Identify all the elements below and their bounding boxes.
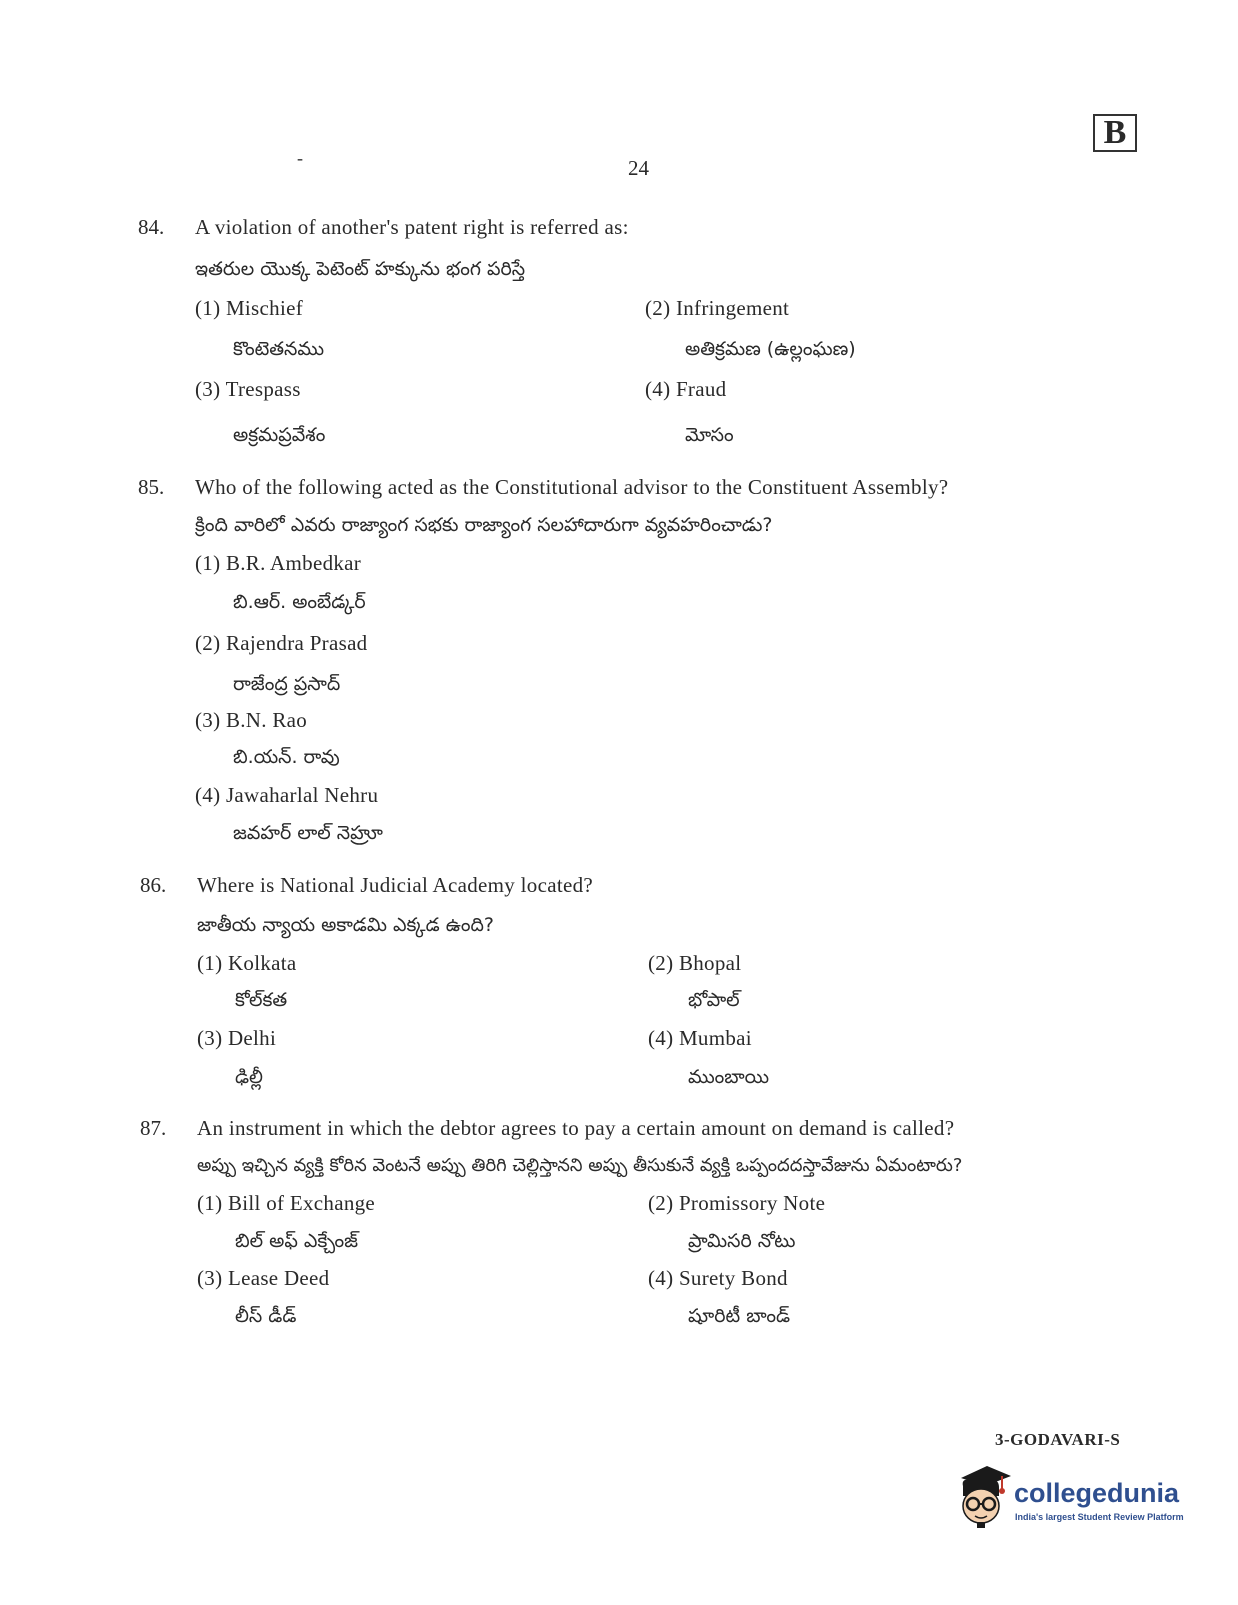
option-3-telugu: అక్రమప్రవేశం	[233, 424, 326, 446]
question-text-english: Where is National Judicial Academy located?	[197, 873, 593, 897]
option-label: (1)	[195, 296, 221, 320]
option-english: Surety Bond	[678, 1266, 788, 1290]
option-4-telugu: మోసం	[685, 424, 734, 446]
header-dash: -	[297, 148, 303, 168]
option-label: (3)	[197, 1266, 223, 1290]
option-2-telugu: రాజేంద్ర ప్రసాద్	[233, 673, 341, 695]
option-2	[648, 1191, 825, 1216]
set-letter: B	[1103, 114, 1127, 151]
page-number: 24	[628, 156, 649, 180]
option-label: (4)	[648, 1266, 674, 1290]
option-3	[195, 708, 307, 733]
option-english: Delhi	[227, 1026, 277, 1050]
option-english: Infringement	[675, 296, 790, 320]
option-1-telugu: బిల్ అఫ్ ఎక్చేంజ్	[235, 1230, 359, 1252]
option-label: (3)	[195, 708, 221, 732]
option-1	[197, 951, 297, 976]
question-text-english: A violation of another's patent right is referred as:	[195, 215, 629, 239]
option-3	[197, 1266, 329, 1291]
question-number: 87.	[140, 1116, 167, 1140]
option-english: Bhopal	[678, 951, 742, 975]
option-4-telugu: జవహర్ లాల్ నెహ్రూ	[233, 822, 383, 844]
option-english: Promissory Note	[678, 1191, 826, 1215]
question-text-telugu: ఇతరుల యొక్క పెటెంట్ హక్కును భంగ పరిస్తే	[195, 258, 526, 280]
option-4	[195, 783, 378, 808]
option-3-telugu: లీస్ డీడ్	[235, 1305, 297, 1327]
option-4	[648, 1266, 788, 1291]
question-text-telugu: జాతీయ న్యాయ అకాడమి ఎక్కడ ఉంది?	[197, 914, 494, 936]
option-1	[195, 551, 361, 576]
option-label: (2)	[645, 296, 671, 320]
option-english: B.N. Rao	[225, 708, 308, 732]
option-english: Mumbai	[678, 1026, 752, 1050]
option-2	[648, 951, 741, 976]
option-label: (4)	[648, 1026, 674, 1050]
option-1	[195, 296, 303, 321]
option-label: (1)	[195, 551, 221, 575]
option-3-telugu: బి.యన్. రావు	[233, 746, 340, 768]
question-text-telugu: అప్పు ఇచ్చిన వ్యక్తి కోరిన వెంటనే అప్పు తిరిగి చెల్లిస్తానని అప్పు తీసుకునే వ్యక్తి ఒప్పందదస్తావేజును ఏమంటారు?	[197, 1155, 963, 1176]
collegedunia-mascot-icon	[957, 1464, 1013, 1530]
option-english: Lease Deed	[227, 1266, 330, 1290]
option-4	[648, 1026, 752, 1051]
question-text-english: An instrument in which the debtor agrees to pay a certain amount on demand is called?	[197, 1116, 955, 1140]
question-text-telugu: క్రింది వారిలో ఎవరు రాజ్యాంగ సభకు రాజ్యాంగ సలహాదారుగా వ్యవహరించాడు?	[195, 514, 773, 536]
option-label: (1)	[197, 951, 223, 975]
option-1-telugu: కోల్‌కత	[235, 989, 288, 1011]
option-2-telugu: భోపాల్	[688, 989, 740, 1011]
option-4	[645, 377, 726, 402]
option-2-telugu: అతిక్రమణ (ఉల్లంఘణ)	[685, 338, 856, 360]
option-4-telugu: షూరిటీ బాండ్	[688, 1305, 791, 1327]
question-number: 84.	[138, 215, 165, 239]
option-english: Kolkata	[227, 951, 297, 975]
collegedunia-logo-text: collegedunia	[1014, 1478, 1180, 1508]
question-number: 85.	[138, 475, 165, 499]
option-english: Jawaharlal Nehru	[225, 783, 379, 807]
option-label: (2)	[648, 951, 674, 975]
option-1-telugu: కొంటెతనము	[233, 338, 325, 360]
option-label: (3)	[195, 377, 221, 401]
option-label: (3)	[197, 1026, 223, 1050]
option-3-telugu: ఢిల్లీ	[235, 1066, 263, 1088]
collegedunia-logo-tagline: India's largest Student Review Platform	[1015, 1512, 1184, 1522]
option-label: (2)	[195, 631, 221, 655]
option-english: Bill of Exchange	[227, 1191, 376, 1215]
option-2	[645, 296, 789, 321]
option-3	[197, 1026, 276, 1051]
question-set-badge	[1093, 114, 1137, 152]
booklet-code: 3-GODAVARI-S	[995, 1430, 1121, 1449]
question-text-english: Who of the following acted as the Constitutional advisor to the Constituent Assembly?	[195, 475, 949, 499]
question-number: 86.	[140, 873, 167, 897]
option-1	[197, 1191, 375, 1216]
option-english: Fraud	[675, 377, 727, 401]
option-label: (4)	[195, 783, 221, 807]
option-2	[195, 631, 368, 656]
option-1-telugu: బి.ఆర్. అంబేడ్కర్	[233, 591, 366, 613]
option-2-telugu: ప్రామిసరి నోటు	[688, 1230, 796, 1252]
option-label: (1)	[197, 1191, 223, 1215]
option-3	[195, 377, 301, 402]
option-english: B.R. Ambedkar	[225, 551, 362, 575]
option-label: (2)	[648, 1191, 674, 1215]
option-english: Rajendra Prasad	[225, 631, 368, 655]
option-label: (4)	[645, 377, 671, 401]
option-english: Trespass	[225, 377, 301, 401]
option-english: Mischief	[225, 296, 304, 320]
option-4-telugu: ముంబాయి	[688, 1066, 770, 1088]
